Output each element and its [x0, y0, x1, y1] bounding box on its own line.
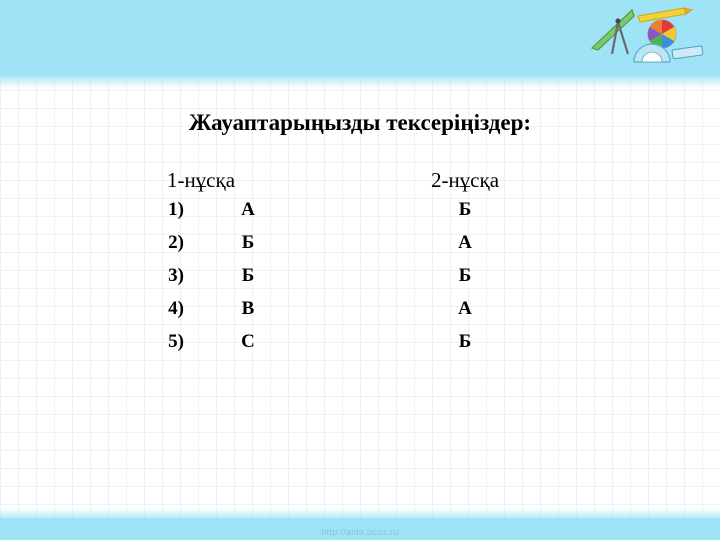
row-number: 1) [168, 199, 184, 220]
page-title: Жауаптарыңызды тексеріңіздер: [188, 110, 532, 135]
top-accent-band-shadow [0, 76, 720, 88]
row-number: 4) [168, 298, 184, 319]
table-row [96, 199, 624, 232]
column-header-variant-2: 2-нұсқа [430, 168, 500, 192]
row-answer-variant-1: В [241, 298, 255, 319]
table-row [96, 298, 624, 331]
row-number: 3) [168, 265, 184, 286]
row-answer-variant-2: Б [458, 265, 472, 286]
row-answer-variant-1: Б [241, 265, 255, 286]
bottom-accent-band-shadow [0, 508, 720, 518]
answers-table [96, 168, 624, 364]
row-answer-variant-2: Б [458, 331, 472, 352]
row-number: 2) [168, 232, 184, 253]
row-answer-variant-1: Б [241, 232, 255, 253]
table-row [96, 265, 624, 298]
answers-column-headers [96, 168, 624, 193]
row-answer-variant-2: Б [458, 199, 472, 220]
row-answer-variant-1: А [241, 199, 255, 220]
row-number: 5) [168, 331, 184, 352]
column-header-variant-1: 1-нұсқа [166, 168, 236, 192]
table-row [96, 232, 624, 265]
row-answer-variant-1: С [241, 331, 255, 352]
row-answer-variant-2: А [458, 232, 472, 253]
table-row [96, 331, 624, 364]
row-answer-variant-2: А [458, 298, 472, 319]
geometry-tools-clipart [588, 4, 706, 72]
footer-url: http://aida.ucoz.ru [321, 527, 399, 537]
